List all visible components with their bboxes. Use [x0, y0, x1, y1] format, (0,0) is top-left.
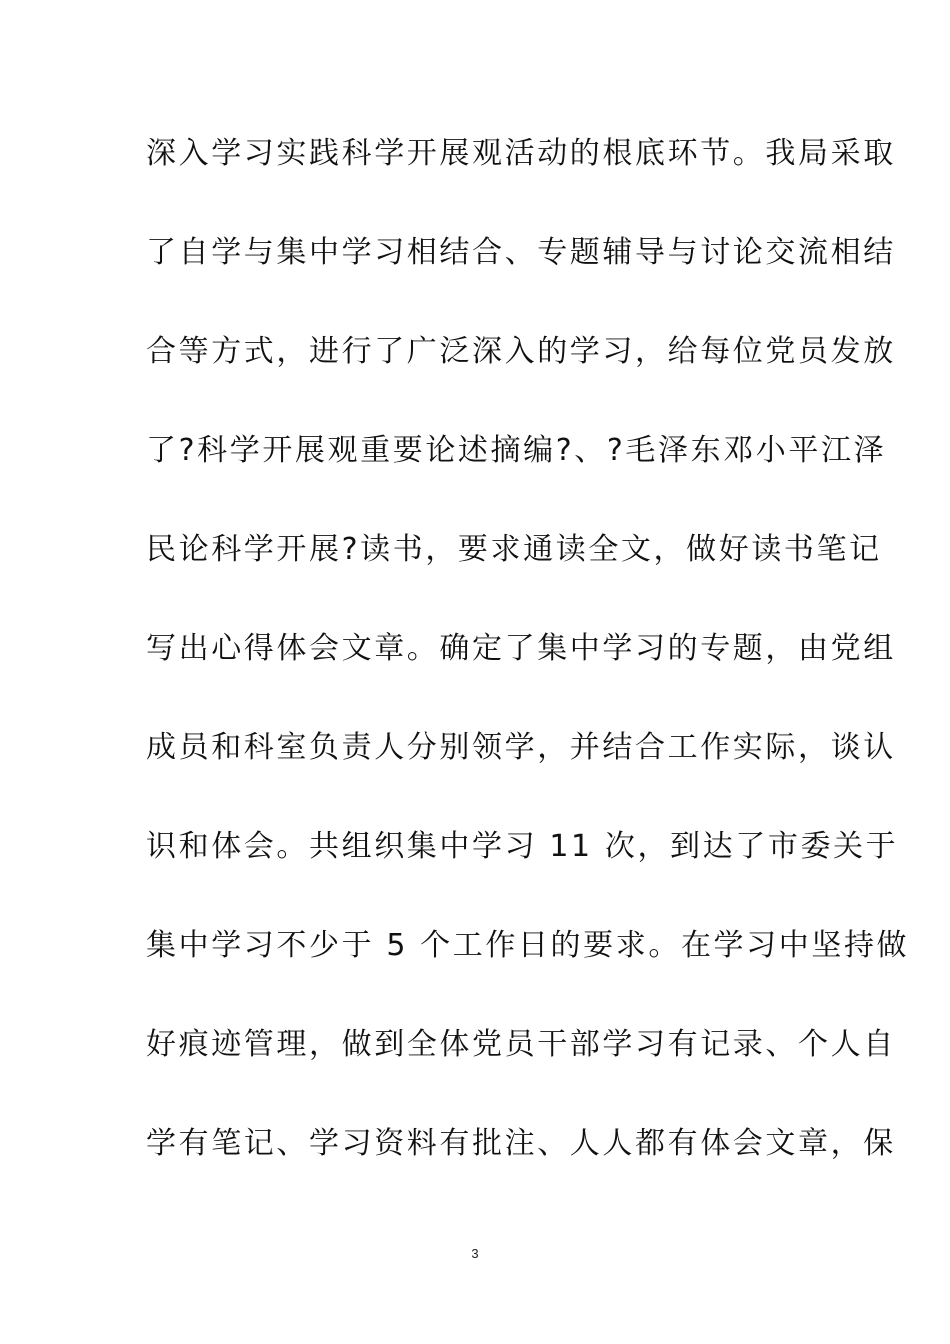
body-text — [146, 128, 910, 1217]
text-line: 成员和科室负责人分别领学，并结合工作实际，谈认 — [146, 730, 896, 765]
page-number: 3 — [471, 1246, 479, 1261]
text-line: 深入学习实践科学开展观活动的根底环节。我局采取 — [146, 136, 896, 171]
text-line: 学有笔记、学习资料有批注、人人都有体会文章，保 — [146, 1126, 896, 1161]
text-line: 好痕迹管理，做到全体党员干部学习有记录、个人自 — [146, 1027, 896, 1062]
text-line: 了?科学开展观重要论述摘编?、?毛泽东邓小平江泽 — [146, 433, 887, 468]
text-line: 集中学习不少于 5 个工作日的要求。在学习中坚持做 — [146, 928, 910, 963]
text-line: 识和体会。共组织集中学习 11 次，到达了市委关于 — [146, 829, 899, 864]
text-line: 合等方式，进行了广泛深入的学习，给每位党员发放 — [146, 334, 896, 369]
text-line: 民论科学开展?读书，要求通读全文，做好读书笔记 — [146, 532, 882, 567]
text-line: 了自学与集中学习相结合、专题辅导与讨论交流相结 — [146, 235, 896, 270]
text-line: 写出心得体会文章。确定了集中学习的专题，由党组 — [146, 631, 896, 666]
